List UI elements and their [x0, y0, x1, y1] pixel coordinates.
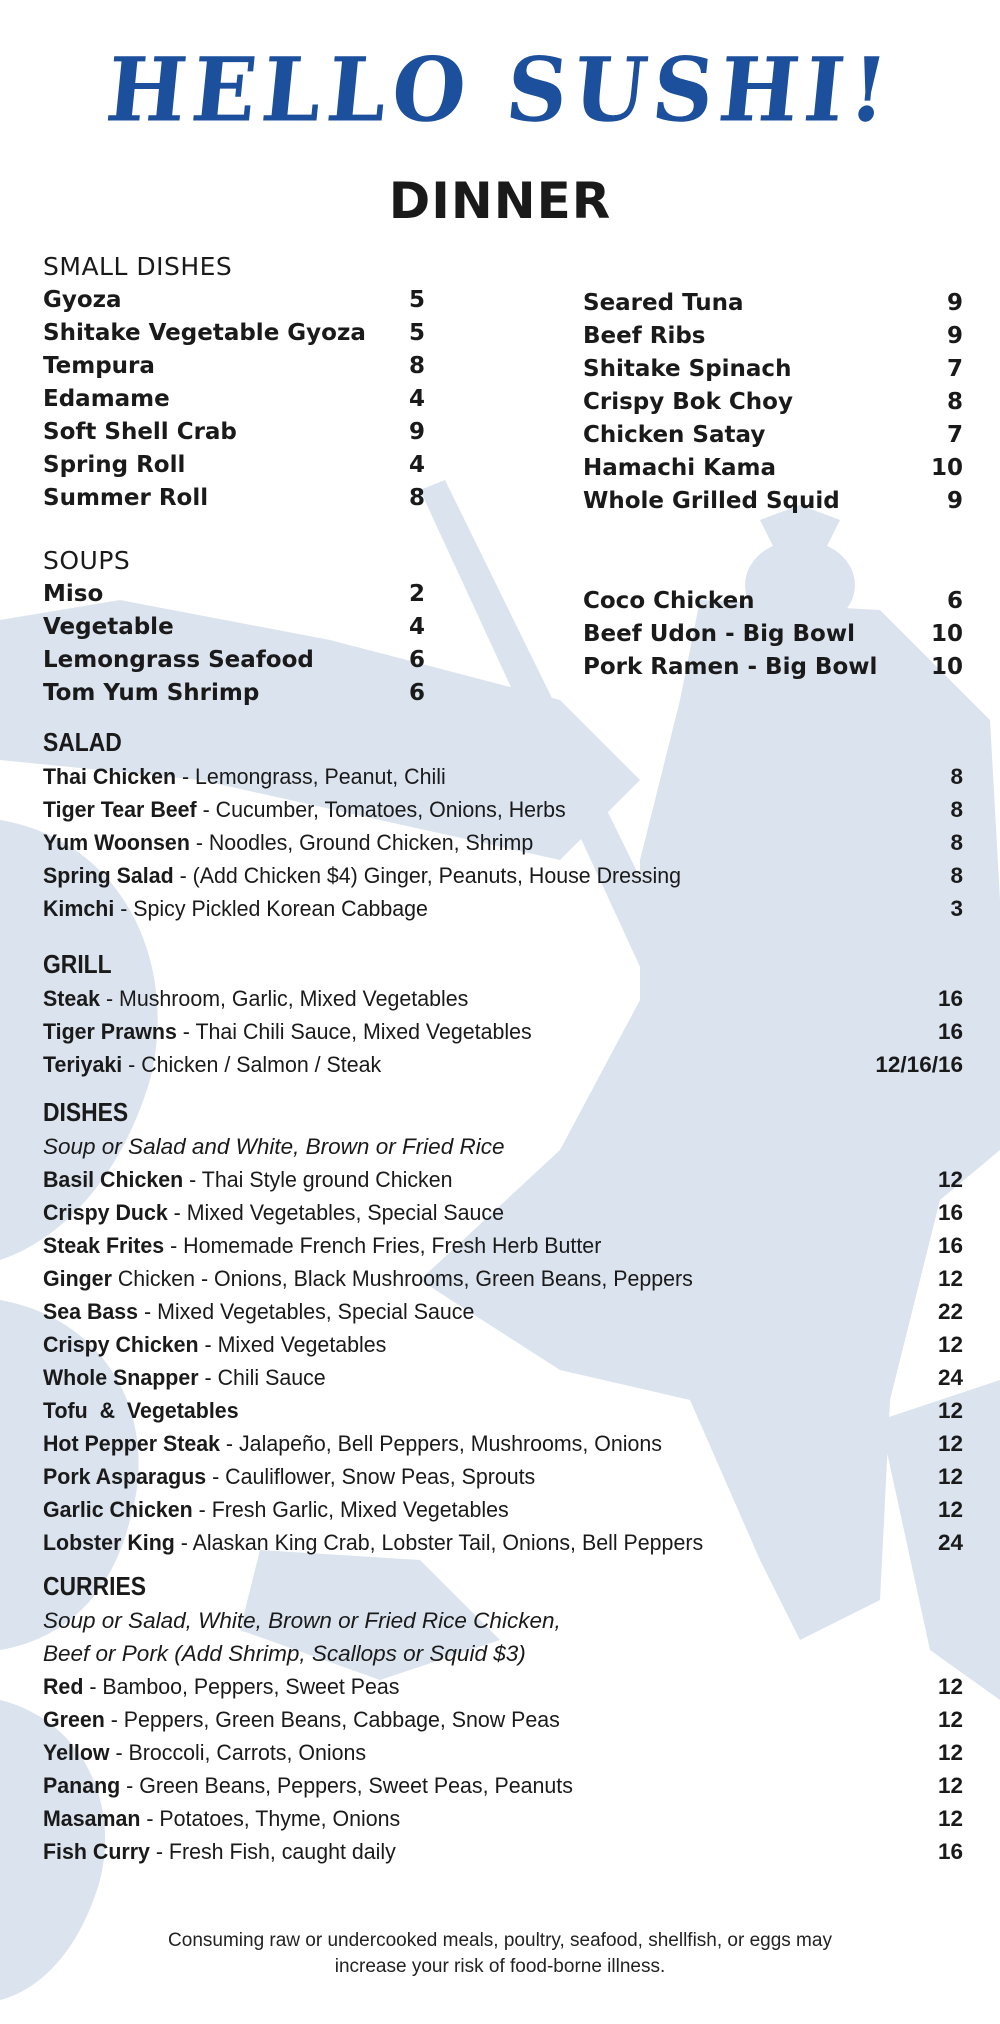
menu-item: [43, 644, 425, 677]
item-name: Panang: [43, 1773, 121, 1798]
menu-item: [43, 1048, 963, 1081]
menu-item: [43, 677, 425, 710]
item-name: Teriyaki: [43, 1052, 123, 1077]
item-name: Crispy Duck: [43, 1200, 168, 1225]
item-price: 3: [950, 896, 963, 921]
menu-item: [43, 482, 425, 515]
item-name: Crispy Bok Choy: [583, 389, 793, 415]
item-name: Steak Frites: [43, 1233, 165, 1258]
item-description: - Mixed Vegetables: [198, 1332, 387, 1357]
menu-item: [43, 416, 425, 449]
menu-item: [43, 1835, 963, 1868]
item-name: Masaman: [43, 1806, 141, 1831]
item-price: 12: [937, 1464, 963, 1489]
menu-item: [43, 1262, 963, 1295]
item-name: Summer Roll: [43, 485, 209, 511]
item-price: 6: [946, 588, 963, 614]
item-price: 7: [946, 422, 963, 448]
menu-item: [43, 1802, 963, 1835]
item-description: - Thai Style ground Chicken: [183, 1167, 453, 1192]
menu-item: [583, 651, 963, 684]
menu-item: [43, 1703, 963, 1736]
item-name: Beef Udon - Big Bowl: [583, 621, 855, 647]
item-description: - Homemade French Fries, Fresh Herb Butter: [164, 1233, 602, 1258]
grill-section: [43, 948, 963, 1081]
menu-item: [43, 1427, 963, 1460]
item-name: Edamame: [43, 386, 170, 412]
item-name: Thai Chicken: [43, 764, 177, 789]
item-price: 9: [408, 419, 425, 445]
item-name: Tom Yum Shrimp: [43, 680, 260, 706]
item-name: Whole Snapper: [43, 1365, 199, 1390]
item-description: - Noodles, Ground Chicken, Shrimp: [189, 830, 534, 855]
section-header-curries: CURRIES: [43, 1571, 146, 1601]
item-price: 9: [946, 290, 963, 316]
item-name: Lemongrass Seafood: [43, 647, 314, 673]
menu-item: [43, 1229, 963, 1262]
item-name: Coco Chicken: [583, 588, 755, 614]
item-description: - Alaskan King Crab, Lobster Tail, Onions, Bell Peppers: [174, 1530, 704, 1555]
dishes-section: [43, 1096, 963, 1559]
menu-item: [43, 982, 963, 1015]
item-price: 16: [937, 986, 963, 1011]
item-name: Tofu & Vegetables: [43, 1398, 239, 1423]
menu-item: [583, 287, 963, 320]
menu-item: [43, 859, 963, 892]
item-price: 12: [937, 1332, 963, 1357]
menu-item: [43, 826, 963, 859]
item-description: - Thai Chili Sauce, Mixed Vegetables: [176, 1019, 532, 1044]
section-header-small-dishes: SMALL DISHES: [43, 252, 233, 281]
menu-item: [43, 1361, 963, 1394]
menu-item: [43, 284, 425, 317]
menu-item: [583, 320, 963, 353]
soups-section: [43, 544, 425, 710]
item-name: Pork Asparagus: [43, 1464, 207, 1489]
section-header-soups: SOUPS: [43, 546, 131, 575]
item-price: 12: [937, 1497, 963, 1522]
item-name: Gyoza: [43, 287, 122, 313]
item-description: Chicken - Onions, Black Mushrooms, Green Beans, Peppers: [111, 1266, 693, 1291]
item-name: Sea Bass: [43, 1299, 139, 1324]
item-description: - Broccoli, Carrots, Onions: [109, 1740, 367, 1765]
item-description: - Cauliflower, Snow Peas, Sprouts: [206, 1464, 536, 1489]
item-name: Spring Salad: [43, 863, 174, 888]
small-dishes-right-column: [583, 287, 963, 518]
menu-item: [43, 1328, 963, 1361]
item-name: Steak: [43, 986, 101, 1011]
item-price: 16: [937, 1839, 963, 1864]
item-price: 16: [937, 1019, 963, 1044]
item-price: 10: [930, 654, 963, 680]
item-name: Basil Chicken: [43, 1167, 184, 1192]
menu-title: DINNER: [388, 172, 612, 230]
item-price: 8: [950, 797, 963, 822]
menu-item: [43, 383, 425, 416]
item-price: 4: [408, 386, 425, 412]
section-header-salad: SALAD: [43, 727, 122, 757]
item-description: - (Add Chicken $4) Ginger, Peanuts, House Dressing: [173, 863, 681, 888]
item-price: 12: [937, 1431, 963, 1456]
item-price: 5: [408, 287, 425, 313]
item-name: Green: [43, 1707, 105, 1732]
item-price: 6: [408, 680, 425, 706]
menu-item: [583, 419, 963, 452]
menu-item: [43, 760, 963, 793]
section-header-dishes: DISHES: [43, 1097, 129, 1127]
item-name: Garlic Chicken: [43, 1497, 193, 1522]
item-name: Beef Ribs: [583, 323, 706, 349]
item-name: Shitake Vegetable Gyoza: [43, 320, 366, 346]
item-price: 24: [937, 1530, 963, 1555]
menu-item: [43, 449, 425, 482]
item-price: 9: [946, 488, 963, 514]
item-price: 12: [937, 1674, 963, 1699]
menu-item: [583, 353, 963, 386]
item-description: - Chili Sauce: [198, 1365, 326, 1390]
item-name: Soft Shell Crab: [43, 419, 237, 445]
item-description: - Jalapeño, Bell Peppers, Mushrooms, Onions: [219, 1431, 662, 1456]
item-price: 10: [930, 455, 963, 481]
menu-item: [43, 1493, 963, 1526]
item-name: Fish Curry: [43, 1839, 150, 1864]
menu-item: [43, 1460, 963, 1493]
item-price: 24: [937, 1365, 963, 1390]
item-price: 12: [937, 1740, 963, 1765]
item-description: - Green Beans, Peppers, Sweet Peas, Peanuts: [120, 1773, 573, 1798]
item-description: - Mixed Vegetables, Special Sauce: [167, 1200, 505, 1225]
item-name: Shitake Spinach: [583, 356, 792, 382]
item-description: - Fresh Garlic, Mixed Vegetables: [192, 1497, 509, 1522]
soups-right-column: [583, 585, 963, 684]
item-description: - Bamboo, Peppers, Sweet Peas: [83, 1674, 400, 1699]
item-description: - Potatoes, Thyme, Onions: [140, 1806, 401, 1831]
menu-item: [583, 618, 963, 651]
item-name: Tiger Tear Beef: [43, 797, 197, 822]
item-description: - Fresh Fish, caught daily: [149, 1839, 396, 1864]
item-name: Hamachi Kama: [583, 455, 776, 481]
menu-item: [583, 452, 963, 485]
salad-section: [43, 726, 963, 925]
item-price: 12: [937, 1806, 963, 1831]
menu-item: [43, 350, 425, 383]
item-price: 12: [937, 1707, 963, 1732]
item-description: - Mixed Vegetables, Special Sauce: [138, 1299, 475, 1324]
menu-item: [43, 1736, 963, 1769]
item-name: Pork Ramen - Big Bowl: [583, 654, 878, 680]
restaurant-logo: HELLO SUSHI!: [101, 37, 899, 142]
item-name: Crispy Chicken: [43, 1332, 199, 1357]
item-price: 8: [950, 863, 963, 888]
item-price: 8: [950, 830, 963, 855]
item-description: - Peppers, Green Beans, Cabbage, Snow Peas: [104, 1707, 560, 1732]
curries-section: [43, 1570, 963, 1868]
item-price: 8: [950, 764, 963, 789]
menu-item: [583, 485, 963, 518]
item-price: 2: [408, 581, 425, 607]
item-description: - Mushroom, Garlic, Mixed Vegetables: [100, 986, 469, 1011]
item-name: Yellow: [43, 1740, 110, 1765]
item-name: Tempura: [43, 353, 155, 379]
item-price: 12: [937, 1167, 963, 1192]
item-price: 22: [937, 1299, 963, 1324]
menu-item: [43, 793, 963, 826]
item-name: Kimchi: [43, 896, 115, 921]
dishes-note: Soup or Salad and White, Brown or Fried Rice: [43, 1134, 505, 1159]
disclaimer-line1: Consuming raw or undercooked meals, poultry, seafood, shellfish, or eggs may: [168, 1930, 832, 1951]
menu-item: [43, 1526, 963, 1559]
menu-item: [43, 317, 425, 350]
item-description: - Lemongrass, Peanut, Chili: [176, 764, 446, 789]
menu-item: [43, 1196, 963, 1229]
item-name: Yum Woonsen: [43, 830, 190, 855]
item-price: 12: [937, 1773, 963, 1798]
item-name: Vegetable: [43, 614, 174, 640]
item-price: 10: [930, 621, 963, 647]
item-price: 12: [937, 1398, 963, 1423]
item-name: Tiger Prawns: [43, 1019, 177, 1044]
item-price: 16: [937, 1200, 963, 1225]
curries-note-line1: Soup or Salad, White, Brown or Fried Rice Chicken,: [43, 1608, 561, 1633]
curries-note-line2: Beef or Pork (Add Shrimp, Scallops or Squid $3): [43, 1641, 526, 1666]
section-header-grill: GRILL: [43, 949, 112, 979]
food-safety-disclaimer: [0, 1928, 1000, 1980]
item-price: 8: [408, 485, 425, 511]
item-name: Seared Tuna: [583, 290, 744, 316]
item-price: 16: [937, 1233, 963, 1258]
item-name: Red: [43, 1674, 84, 1699]
item-price: 8: [946, 389, 963, 415]
item-name: Ginger: [43, 1266, 112, 1291]
menu-item: [43, 578, 425, 611]
item-price: 4: [408, 614, 425, 640]
item-price: 6: [408, 647, 425, 673]
item-price: 5: [408, 320, 425, 346]
menu-item: [43, 611, 425, 644]
item-name: Whole Grilled Squid: [583, 488, 840, 514]
item-price: 7: [946, 356, 963, 382]
item-price: 12/16/16: [875, 1052, 963, 1077]
item-description: - Spicy Pickled Korean Cabbage: [114, 896, 428, 921]
menu-item: [43, 1670, 963, 1703]
menu-item: [43, 892, 963, 925]
item-price: 8: [408, 353, 425, 379]
disclaimer-line2: increase your risk of food-borne illness.: [334, 1956, 666, 1977]
small-dishes-section: [43, 250, 425, 515]
item-price: 9: [946, 323, 963, 349]
item-price: 4: [408, 452, 425, 478]
menu-item: [43, 1769, 963, 1802]
menu-item: [43, 1295, 963, 1328]
menu-item: [583, 585, 963, 618]
menu-item: [43, 1015, 963, 1048]
item-name: Spring Roll: [43, 452, 186, 478]
item-price: 12: [937, 1266, 963, 1291]
item-name: Miso: [43, 581, 104, 607]
menu-item: [43, 1163, 963, 1196]
menu-item: [43, 1394, 963, 1427]
menu-item: [583, 386, 963, 419]
item-description: - Chicken / Salmon / Steak: [122, 1052, 382, 1077]
item-name: Chicken Satay: [583, 422, 766, 448]
item-name: Lobster King: [43, 1530, 175, 1555]
item-description: - Cucumber, Tomatoes, Onions, Herbs: [196, 797, 566, 822]
item-name: Hot Pepper Steak: [43, 1431, 220, 1456]
